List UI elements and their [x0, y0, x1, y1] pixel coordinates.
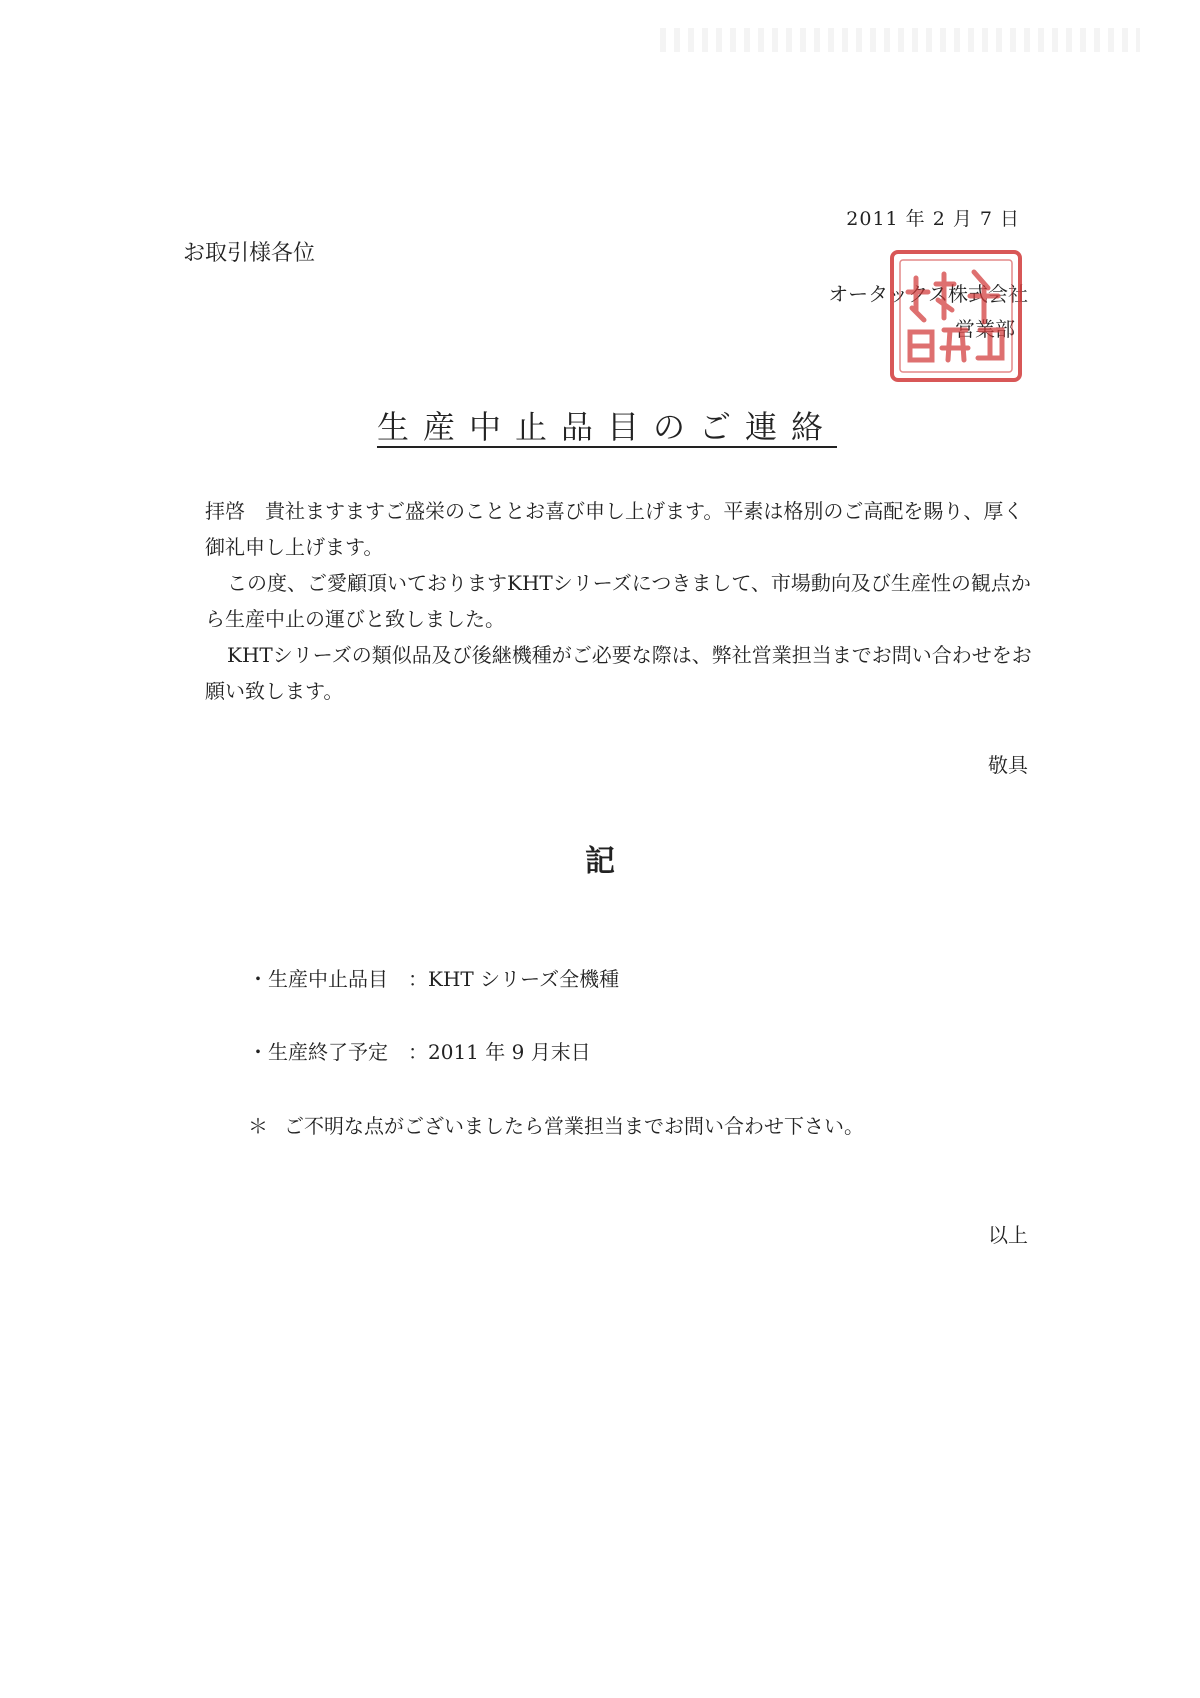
document-date: 2011 年 2 月 7 日: [846, 208, 1020, 230]
document-title: [0, 402, 1200, 448]
company-seal-stamp: [888, 248, 1024, 384]
item-production-end: [248, 1036, 591, 1065]
item-value: ：2011 年 9 月末日: [408, 1040, 591, 1064]
inquiry-note: [248, 1110, 864, 1139]
scan-artifact: [660, 28, 1140, 52]
asterisk-mark: ＊: [248, 1114, 268, 1138]
recipient: お取引様各位: [183, 241, 316, 266]
body-paragraph-announcement: この度、ご愛顧頂いておりますKHTシリーズにつきまして、市場動向及び生産性の観点から生産中止の運びと致しました。: [205, 571, 1031, 631]
body-paragraph-greeting: 拝啓 貴社ますますご盛栄のこととお喜び申し上げます。平素は格別のご高配を賜り、厚く御礼申し上げます。: [205, 499, 1024, 559]
body-paragraph-inquiry: KHTシリーズの類似品及び後継機種がご必要な際は、弊社営業担当までお問い合わせをお願い致します。: [205, 643, 1032, 703]
ki-heading: 記: [585, 844, 615, 879]
department-name: 営業部: [955, 317, 1015, 341]
item-value: ：KHT シリーズ全機種: [408, 967, 620, 991]
item-label: ・生産終了予定: [248, 1040, 388, 1064]
document-title-text: 生産中止品目のご連絡: [376, 408, 837, 446]
note-text: ご不明な点がございましたら営業担当までお問い合わせ下さい。: [284, 1114, 864, 1138]
item-label: ・生産中止品目: [248, 967, 388, 991]
company-name: オータックス株式会社: [828, 282, 1028, 306]
closing-ijo: 以上: [988, 1223, 1028, 1247]
item-discontinued-products: [248, 963, 619, 992]
closing-keigu: 敬具: [988, 753, 1028, 777]
